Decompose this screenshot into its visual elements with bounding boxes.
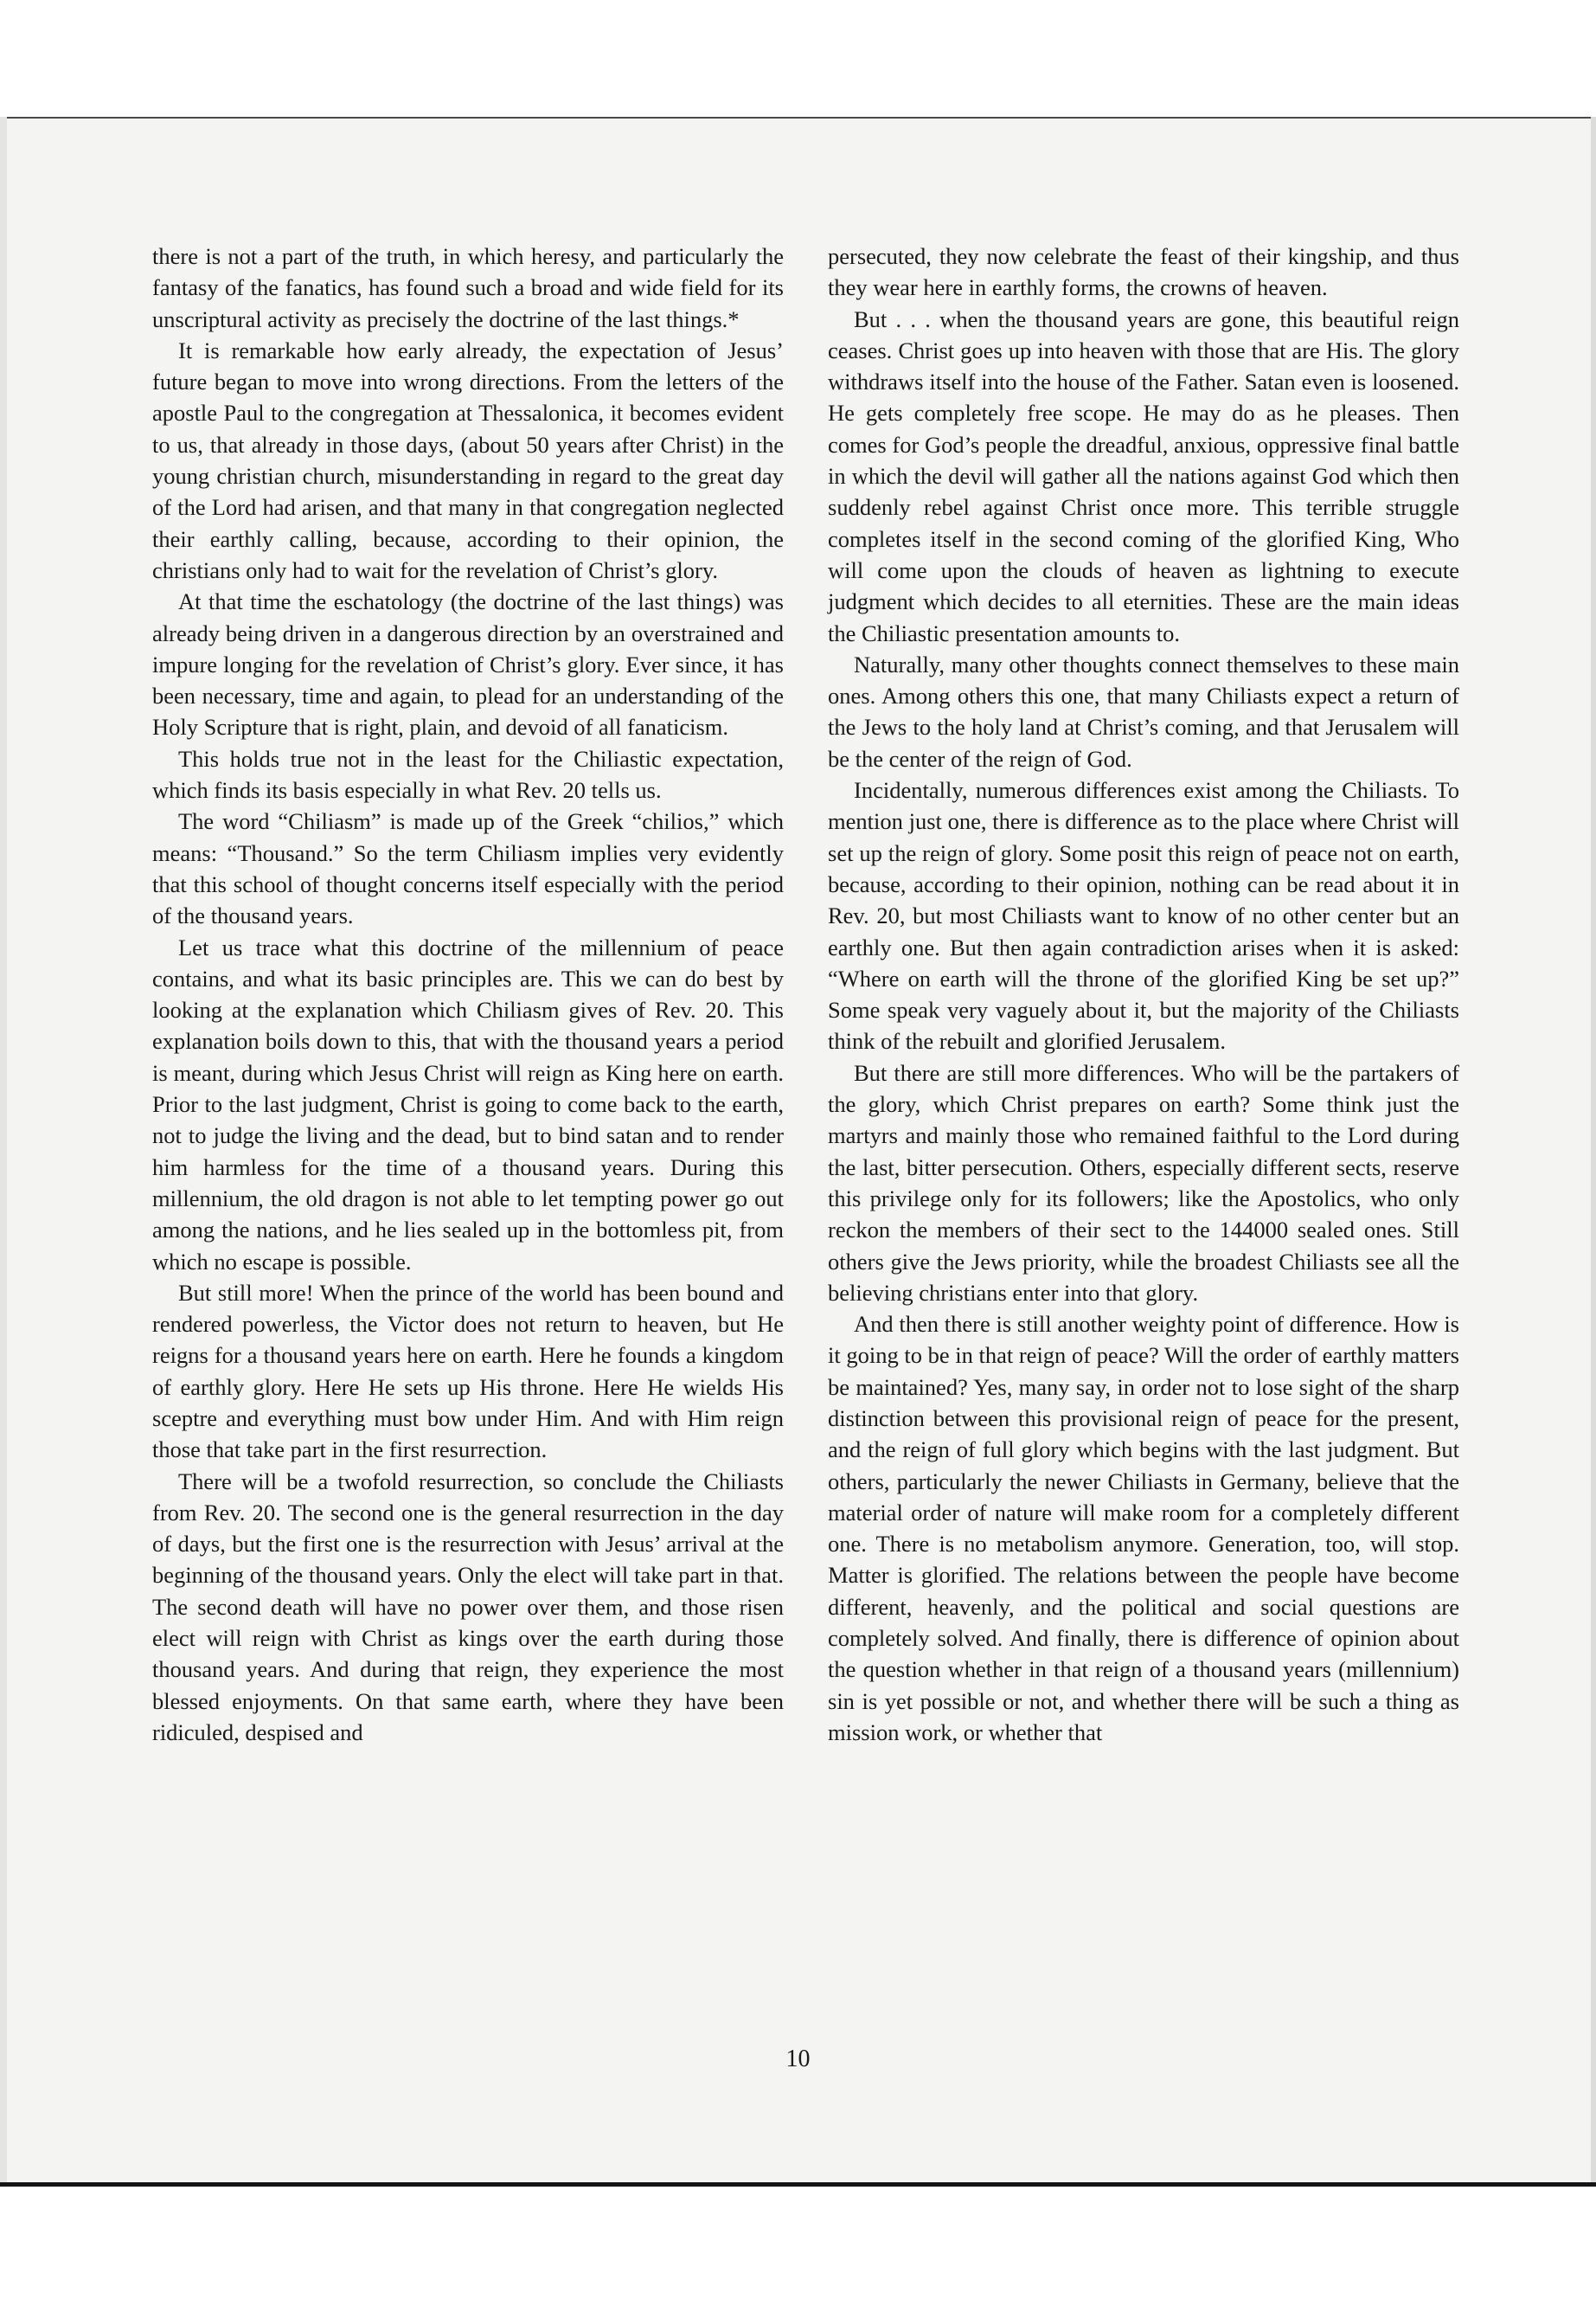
- left-paragraph-3: At that time the eschatology (the doctrine of the last things) was already being driven in a dangerous direction by an overstrained and impure longing for the revelation of Christ’s glory. Ever since, it has been necessary, time and again, to plead for an understanding of the Holy Scripture that is right, plain, and devoid of all fanaticism.: [152, 588, 784, 741]
- left-paragraph-2: It is remarkable how early already, the expectation of Jesus’ future began to move into wrong directions. From the letters of the apostle Paul to the congregation at Thessalonica, it becomes evident to us, that already in those days, (about 50 years after Christ) in the young christian church, misunderstanding in regard to the great day of the Lord had arisen, and that many in that congregation neglected their earthly calling, because, according to their opinion, the christians only had to wait for the revelation of Christ’s glory.: [152, 337, 784, 583]
- right-paragraph-4: Incidentally, numerous differences exist among the Chiliasts. To mention just one, there is difference as to the place where Christ will set up the reign of glory. Some posit this reign of peace not on earth, because, according to their opinion, nothing can be read about it in Rev. 20, but most Chiliasts want to know of no other center but an earthly one. But then again contradiction arises when it is asked: “Where on earth will the throne of the glorified King be set up?” Some speak very vaguely about it, but the majority of the Chiliasts think of the rebuilt and glorified Jerusalem.: [828, 777, 1459, 1055]
- scan-bottom-margin: [0, 2182, 1596, 2306]
- right-column: [828, 241, 1459, 1748]
- left-paragraph-4: This holds true not in the least for the Chiliastic expectation, which finds its basis especially in what Rev. 20 tells us.: [152, 745, 784, 804]
- left-paragraph-7: But still more! When the prince of the world has been bound and rendered powerless, the Victor does not return to heaven, but He reigns for a thousand years here on earth. Here he founds a kingdom of earthly glory. Here He sets up His throne. Here He wields His sceptre and everything must bow under Him. And with Him reign those that take part in the first resurrection.: [152, 1279, 784, 1463]
- right-paragraph-2: But . . . when the thousand years are gone, this beautiful reign ceases. Christ goes up into heaven with those that are His. The glory withdraws itself into the house of the Father. Satan even is loosened. He gets completely free scope. He may do as he pleases. Then comes for God’s people the dreadful, anxious, oppressive final battle in which the devil will gather all the nations against God which then suddenly rebel against Christ once more. This terrible struggle completes itself in the second coming of the glorified King, Who will come upon the clouds of heaven as lightning to execute judgment which decides to all eternities. These are the main ideas the Chiliastic presentation amounts to.: [828, 305, 1459, 646]
- left-paragraph-8: There will be a twofold resurrection, so conclude the Chiliasts from Rev. 20. The second one is the general resurrection in the day of days, but the first one is the resurrection with Jesus’ arrival at the beginning of the thousand years. Only the elect will take part in that. The second death will have no power over them, and those risen elect will reign with Christ as kings over the earth during those thousand years. And during that reign, they experience the most blessed enjoyments. On that same earth, where they have been ridiculed, despised and: [152, 1468, 784, 1745]
- left-paragraph-5: The word “Chiliasm” is made up of the Greek “chilios,” which means: “Thousand.” So the term Chiliasm implies very evidently that this school of thought concerns itself especially with the period of the thousand years.: [152, 808, 784, 929]
- right-paragraph-3: Naturally, many other thoughts connect themselves to these main ones. Among others this one, that many Chiliasts expect a return of the Jews to the holy land at Christ’s coming, and that Jerusalem will be the center of the reign of God.: [828, 651, 1459, 772]
- left-paragraph-1: there is not a part of the truth, in which heresy, and particularly the fantasy of the fanatics, has found such a broad and wide field for its unscriptural activity as precisely the doctrine of the last things.*: [152, 243, 784, 332]
- left-column: [152, 241, 784, 1748]
- page-number: 10: [785, 2046, 811, 2072]
- right-paragraph-5: But there are still more differences. Who will be the partakers of the glory, which Christ prepares on earth? Some think just the martyrs and mainly those who remained faithful to the Lord during the last, bitter persecution. Others, especially different sects, reserve this privilege only for its followers; like the Apostolics, who only reckon the members of their sect to the 144000 sealed ones. Still others give the Jews priority, while the broadest Chiliasts see all the believing christians enter into that glory.: [828, 1059, 1459, 1306]
- scan-left-edge: [0, 117, 7, 2185]
- right-paragraph-1: persecuted, they now celebrate the feast of their kingship, and thus they wear here in earthly forms, the crowns of heaven.: [828, 243, 1459, 301]
- scan-right-edge: [1591, 117, 1596, 2185]
- scan-top-margin: [0, 0, 1596, 119]
- left-paragraph-6: Let us trace what this doctrine of the millennium of peace contains, and what its basic principles are. This we can do best by looking at the explanation which Chiliasm gives of Rev. 20. This explanation boils down to this, that with the thousand years a period is meant, during which Jesus Christ will reign as King here on earth. Prior to the last judgment, Christ is going to come back to the earth, not to judge the living and the dead, but to bind satan and to render him harmless for the time of a thousand years. During this millennium, the old dragon is not able to let tempting power go out among the nations, and he lies sealed up in the bottomless pit, from which no escape is possible.: [152, 934, 784, 1275]
- right-paragraph-6: And then there is still another weighty point of difference. How is it going to be in that reign of peace? Will the order of earthly matters be maintained? Yes, many say, in order not to lose sight of the sharp distinction between this provisional reign of peace for the present, and the reign of full glory which begins with the last judgment. But others, particularly the newer Chiliasts in Germany, believe that the material order of nature will make room for a completely different one. There is no metabolism anymore. Generation, too, will stop. Matter is glorified. The relations between the people have become different, heavenly, and the political and social questions are completely solved. And finally, there is difference of opinion about the question whether in that reign of a thousand years (millennium) sin is yet possible or not, and whether there will be such a thing as mission work, or whether that: [828, 1311, 1459, 1745]
